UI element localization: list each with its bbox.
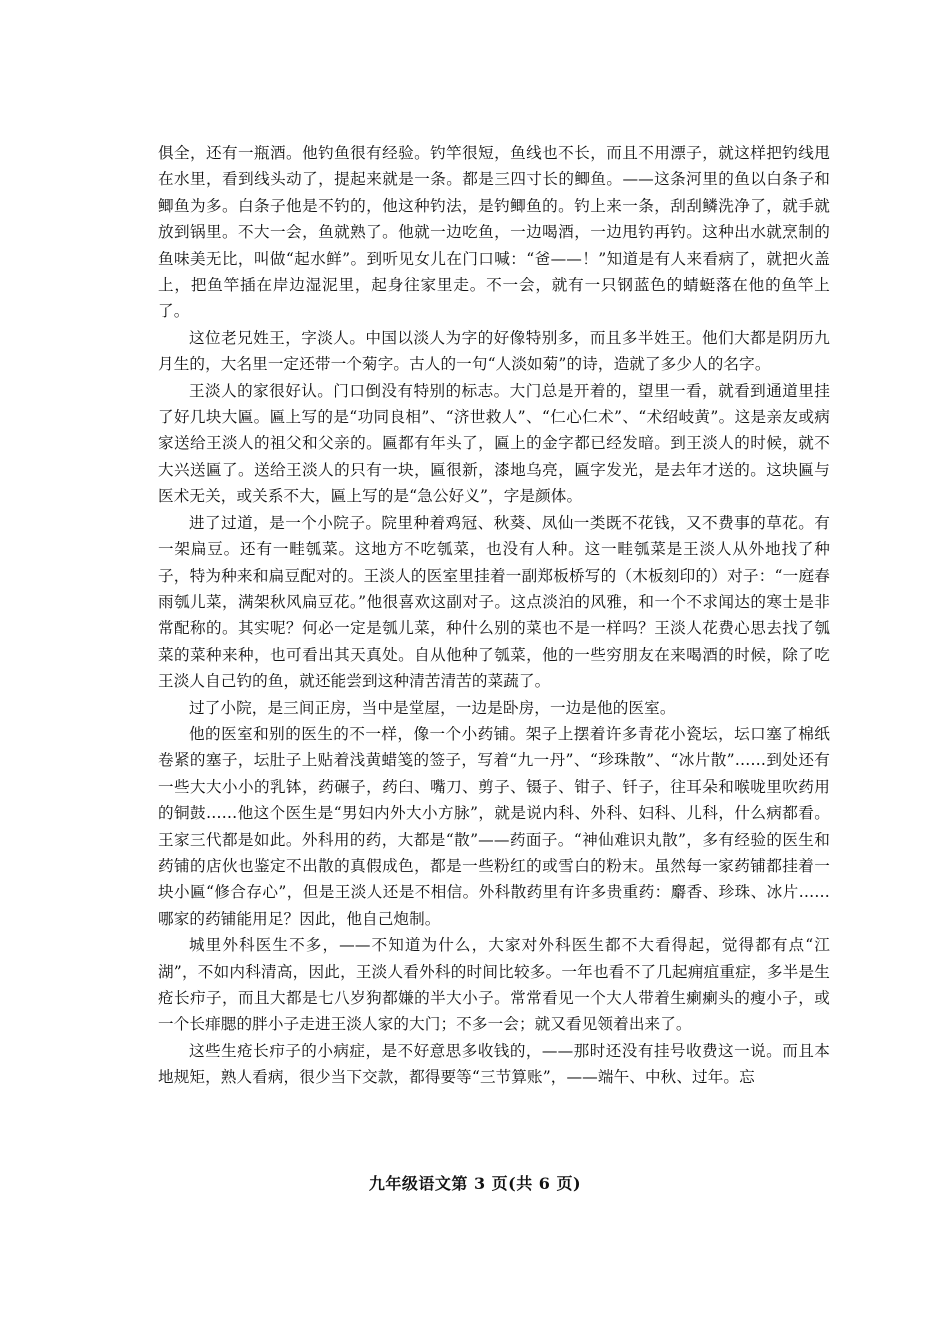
paragraph-2: 这位老兄姓王，字淡人。中国以淡人为字的好像特别多，而且多半姓王。他们大都是阴历九月生的，大名里一定还带一个菊字。古人的一句“人淡如菊”的诗，造就了多少人的名字。 [158,328,830,374]
paragraph-3: 王淡人的家很好认。门口倒没有特别的标志。大门总是开着的，望里一看，就看到通道里挂了好几块大匾。匾上写的是“功同良相”、“济世救人”、“仁心仁术”、“术绍岐黄”。这是亲友或病家送给王淡人的祖父和父亲的。匾都有年头了，匾上的金字都已经发暗。到王淡人的时候，就不大兴送匾了。送给王淡人的只有一块，匾很新，漆地乌亮，匾字发光，是去年才送的。这块匾与医术无关，或关系不大，匾上写的是“急公好义”，字是颜体。 [158,381,830,506]
paragraph-1: 俱全，还有一瓶酒。他钓鱼很有经验。钓竿很短，鱼线也不长，而且不用漂子，就这样把钓线甩在水里，看到线头动了，提起来就是一条。都是三四寸长的鲫鱼。——这条河里的鱼以白条子和鲫鱼为多。白条子他是不钓的，他这种钓法，是钓鲫鱼的。钓上来一条，刮刮鳞洗净了，就手就放到锅里。不大一会，鱼就熟了。他就一边吃鱼，一边喝酒，一边甩钓再钓。这种出水就烹制的鱼味美无比，叫做“起水鲜”。到听见女儿在门口喊：“爸——！”知道是有人来看病了，就把火盖上，把鱼竿插在岸边湿泥里，起身往家里走。不一会，就有一只钢蓝色的蜻蜓落在他的鱼竿上了。 [158,144,830,321]
paragraph-6: 他的医室和别的医生的不一样，像一个小药铺。架子上摆着许多青花小瓷坛，坛口塞了棉纸卷紧的塞子，坛肚子上贴着浅黄蜡笺的签子，写着“九一丹”、“珍珠散”、“冰片散”……到处还有一些大大小小的乳钵，药碾子，药臼、嘴刀、剪子、镊子、钳子、钎子，往耳朵和喉咙里吹药用的铜鼓……他这个医生是“男妇内外大小方脉”，就是说内科、外科、妇科、儿科，什么病都看。王家三代都是如此。外科用的药，大都是“散”——药面子。“神仙难识丸散”，多有经验的医生和药铺的店伙也鉴定不出散的真假成色，都是一些粉红的或雪白的粉末。虽然每一家药铺都挂着一块小匾“修合存心”，但是王淡人还是不相信。外科散药里有许多贵重药：麝香、珍珠、冰片……哪家的药铺能用足？因此，他自己炮制。 [158,724,830,928]
paragraph-8: 这些生疮长疖子的小病症，是不好意思多收钱的，——那时还没有挂号收费这一说。而且本地规矩，熟人看病，很少当下交款，都得要等“三节算账”，——端午、中秋、过年。忘 [158,1041,830,1087]
paragraph-4: 进了过道，是一个小院子。院里种着鸡冠、秋葵、凤仙一类既不花钱，又不费事的草花。有一架扁豆。还有一畦瓠菜。这地方不吃瓠菜，也没有人种。这一畦瓠菜是王淡人从外地找了种子，特为种来和扁豆配对的。王淡人的医室里挂着一副郑板桥写的（木板刻印的）对子：“一庭春雨瓠儿菜，满架秋风扁豆花。”他很喜欢这副对子。这点淡泊的风雅，和一个不求闻达的寒士是非常配称的。其实呢？何必一定是瓠儿菜，种什么别的菜也不是一样吗？王淡人花费心思去找了瓠菜的菜种来种，也可看出其天真处。自从他种了瓠菜，他的一些穷朋友在来喝酒的时候，除了吃王淡人自己钓的鱼，就还能尝到这种清苦清苦的菜蔬了。 [158,513,830,691]
page-footer: 九年级语文第 3 页(共 6 页) [368,1174,582,1193]
paragraph-7: 城里外科医生不多，——不知道为什么，大家对外科医生都不大看得起，觉得都有点“江湖”，不如内科清高，因此，王淡人看外科的时间比较多。一年也看不了几起痈疽重症，多半是生疮长疖子，而且大都是七八岁狗都嫌的半大小子。常常看见一个大人带着生瘌瘌头的瘦小子，或一个长痱腮的胖小子走进王淡人家的大门；不多一会；就又看见领着出来了。 [158,936,830,1034]
paragraph-5: 过了小院，是三间正房，当中是堂屋，一边是卧房，一边是他的医室。 [189,698,676,717]
document-body [158,140,830,1091]
